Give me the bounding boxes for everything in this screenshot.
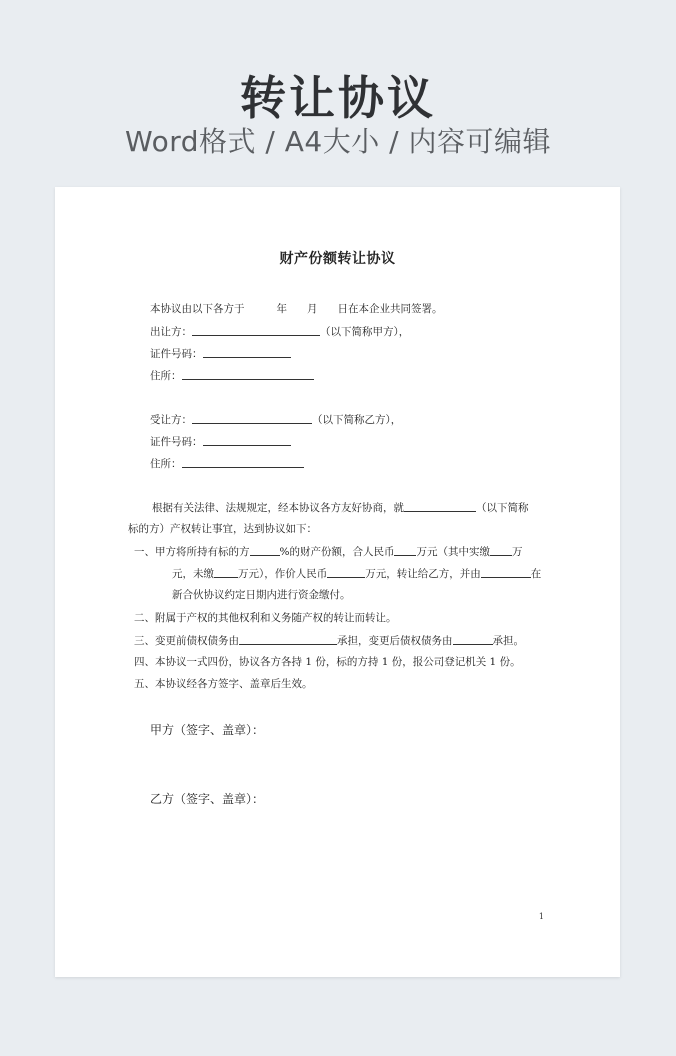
clause-1-text-d: 万: [511, 546, 523, 558]
clause-1-text-c: 万元（其中实缴: [416, 546, 490, 558]
transferee-line: [150, 412, 401, 427]
clause-1-text-a: 一、甲方将所持有标的方: [134, 546, 250, 558]
clause-3-text-c: 承担。: [492, 635, 524, 647]
clause-1-text-i: 新合伙协议约定日期内进行资金缴付。: [172, 589, 351, 601]
transferor-address-line: [150, 368, 314, 383]
transferee-address-line: [150, 456, 304, 471]
transferee-id-line: [150, 434, 291, 449]
clause-1-text-h: 在: [530, 568, 542, 580]
debt-before-blank[interactable]: [239, 633, 337, 645]
transferee-address-blank[interactable]: [182, 456, 304, 468]
transferor-id-line: [150, 346, 291, 361]
price-blank[interactable]: [327, 566, 365, 578]
unpaid-amount-blank[interactable]: [214, 566, 238, 578]
document-title: 财产份额转让协议: [279, 251, 396, 267]
transferee-name-blank[interactable]: [192, 412, 312, 424]
transferor-note: （以下简称甲方），: [320, 326, 410, 338]
clause-3-text-b: 承担，变更后债权债务由: [337, 635, 453, 647]
debt-after-blank[interactable]: [453, 633, 493, 645]
clause-1-text-f: 万元），作价人民币: [238, 568, 328, 580]
transferor-address-label: 住所：: [150, 370, 182, 382]
intro-line: [150, 302, 443, 316]
clause-5-text: 五、本协议经各方签字、盖章后生效。: [134, 678, 313, 690]
paragraph-text-c: 标的方）产权转让事宜，达到协议如下：: [128, 523, 317, 535]
transferee-id-blank[interactable]: [203, 434, 291, 446]
clause-1-line-3: [172, 588, 351, 602]
share-percent-blank[interactable]: [250, 544, 280, 556]
clause-3: [134, 633, 524, 648]
party-a-signature: 甲方（签字、盖章）：: [150, 723, 265, 737]
total-amount-blank[interactable]: [394, 544, 416, 556]
body-paragraph-line-1: [152, 500, 529, 515]
transferee-address-label: 住所：: [150, 458, 182, 470]
intro-year: 年: [276, 303, 287, 315]
clause-2-text: 二、附属于产权的其他权利和义务随产权的转让而转让。: [134, 612, 397, 624]
banner-title: 转让协议: [240, 71, 436, 125]
payer-blank[interactable]: [481, 566, 531, 578]
transferor-id-blank[interactable]: [203, 346, 291, 358]
clause-2: [134, 611, 397, 625]
transferee-label: 受让方：: [150, 414, 192, 426]
clause-1-text-g: 万元，转让给乙方，并由: [365, 568, 481, 580]
clause-4: [134, 655, 521, 669]
clause-1-line-1: [134, 544, 522, 559]
clause-1-text-e: 元，未缴: [172, 568, 214, 580]
transferor-name-blank[interactable]: [192, 324, 320, 336]
transferor-line: [150, 324, 409, 339]
clause-1-text-b: %的财产份额，合人民币: [279, 546, 395, 558]
transferor-address-blank[interactable]: [182, 368, 314, 380]
intro-text-b: 日在本企业共同签署。: [337, 303, 443, 315]
target-name-blank[interactable]: [404, 500, 476, 512]
document-page: [55, 187, 620, 977]
clause-4-text: 四、本协议一式四份，协议各方各持 1 份，标的方持 1 份，报公司登记机关 1 份。: [134, 656, 521, 668]
body-paragraph-line-2: [128, 522, 317, 536]
clause-1-line-2: [172, 566, 541, 581]
transferee-id-label: 证件号码：: [150, 436, 203, 448]
paragraph-text-b: （以下简称: [476, 502, 529, 514]
party-b-signature: 乙方（签字、盖章）：: [150, 792, 265, 806]
paragraph-text-a: 根据有关法律、法规规定，经本协议各方友好协商，就: [152, 502, 404, 514]
clause-5: [134, 677, 313, 691]
banner-subtitle: Word格式 / A4大小 / 内容可编辑: [125, 125, 551, 158]
page-number: 1: [538, 912, 544, 921]
paid-amount-blank[interactable]: [490, 544, 512, 556]
intro-text-a: 本协议由以下各方于: [150, 303, 245, 315]
transferor-id-label: 证件号码：: [150, 348, 203, 360]
transferor-label: 出让方：: [150, 326, 192, 338]
clause-3-text-a: 三、变更前债权债务由: [134, 635, 239, 647]
intro-month: 月: [307, 303, 318, 315]
transferee-note: （以下简称乙方），: [312, 414, 402, 426]
